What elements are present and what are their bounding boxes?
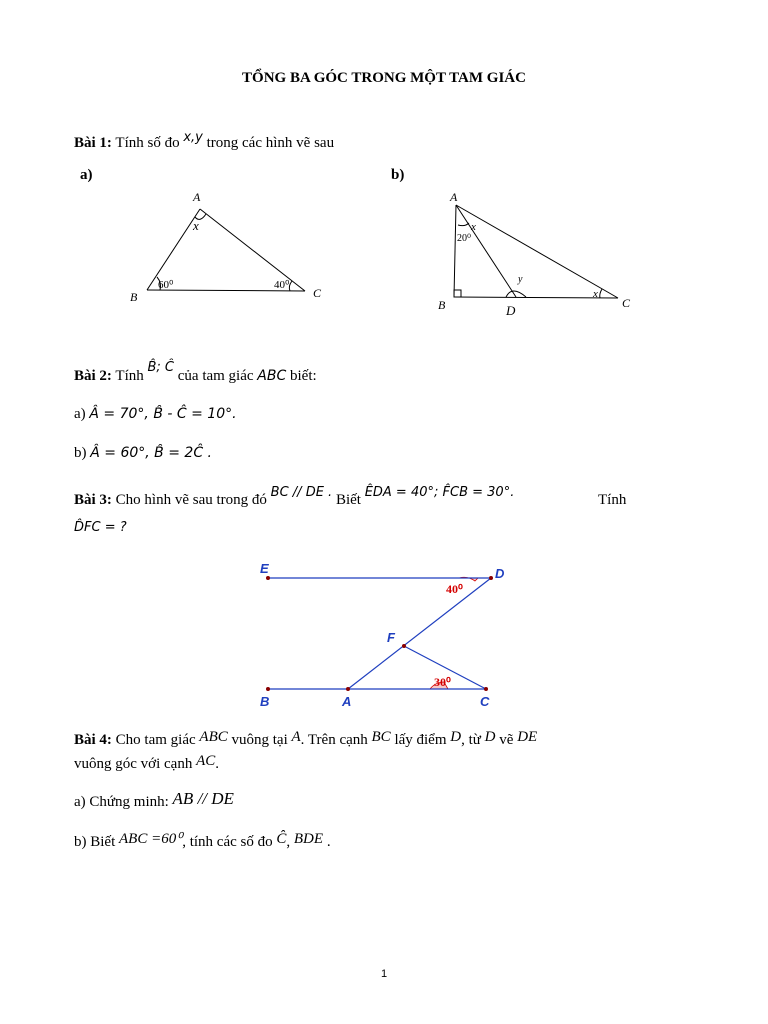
bai1-text-after: trong các hình vẽ sau — [202, 135, 335, 151]
bai3-parallel: BC // DE . — [270, 485, 333, 500]
bai4-label: Bài 4: — [74, 732, 112, 748]
bai2-triangle: ABC — [257, 368, 287, 384]
bai3-heading — [74, 485, 515, 509]
page-title: TỔNG BA GÓC TRONG MỘT TAM GIÁC — [242, 70, 526, 86]
bai1-text-before: Tính số đo — [111, 135, 184, 151]
bai2-text3: biết: — [286, 368, 317, 384]
fig1a-label-b: B — [130, 290, 138, 304]
bai4-line2-end: . — [215, 756, 219, 772]
bai4-a-expr: AB // DE — [172, 789, 234, 808]
fig1a-label-a: A — [193, 190, 201, 204]
bai1-part-a: a) — [80, 167, 93, 183]
fig1b-label-y: y — [518, 274, 523, 285]
bai4-b-prefix: b) Biết — [74, 834, 119, 850]
bai4-triangle: ABC — [199, 729, 228, 745]
fig3-label-b: B — [260, 694, 270, 709]
page-number: 1 — [380, 968, 388, 980]
fig1a-angle-b: 60⁰ — [158, 279, 174, 291]
bai1-label: Bài 1: — [74, 135, 112, 151]
bai4-text-c: . Trên cạnh — [300, 732, 372, 748]
bai2-part-b — [74, 445, 212, 462]
fig1a-angle-c: 40⁰ — [274, 279, 290, 291]
bai2-b-expr: Â = 60°, B̂ = 2Ĉ . — [90, 445, 212, 461]
bai4-part-b — [74, 832, 331, 851]
bai4-point-d2: D — [484, 729, 496, 745]
bai2-a-prefix: a) — [74, 406, 90, 422]
fig3-label-f: F — [387, 630, 395, 645]
bai4-text-e: , từ — [461, 732, 485, 748]
bai4-seg-de: DE — [517, 729, 538, 745]
fig1b-label-d: D — [506, 303, 516, 318]
fig1b-label-b: B — [438, 298, 446, 312]
bai3-text1: Cho hình vẽ sau trong đó — [111, 492, 271, 508]
fig3-label-c: C — [480, 694, 490, 709]
bai2-label: Bài 2: — [74, 368, 112, 384]
figure-3-parallel — [250, 555, 530, 715]
fig3-label-a: A — [342, 694, 352, 709]
fig3-label-e: E — [260, 561, 269, 576]
bai4-line2 — [74, 753, 219, 773]
bai2-part-a — [74, 406, 237, 423]
bai4-line1 — [74, 729, 538, 749]
bai4-b-mid: , tính các số đo — [182, 834, 277, 850]
bai1-part-b: b) — [391, 167, 405, 183]
bai3-given: ÊDA = 40°; F̂CB = 30°. — [364, 485, 515, 500]
bai2-angles: B̂; Ĉ — [147, 360, 174, 375]
bai4-side-ac: AC — [196, 753, 216, 769]
bai1-heading — [74, 130, 335, 152]
bai2-b-prefix: b) — [74, 445, 91, 461]
bai4-side-bc: BC — [371, 729, 391, 745]
bai3-text3: Tính — [598, 492, 627, 508]
fig3-label-d: D — [495, 566, 505, 581]
bai4-text-a: Cho tam giác — [111, 732, 200, 748]
fig3-angle-d: 40⁰ — [446, 582, 463, 596]
bai4-b-angle-bde: BDE — [293, 831, 324, 847]
bai3-text2: Biết — [332, 492, 365, 508]
bai4-line2-text: vuông góc với cạnh — [74, 756, 197, 772]
fig1a-label-c: C — [313, 286, 322, 300]
bai4-b-sep: , — [286, 834, 294, 850]
bai4-text-f: vẽ — [495, 732, 518, 748]
bai4-part-a — [74, 791, 234, 811]
bai4-text-b: vuông tại — [227, 732, 292, 748]
fig1b-label-c: C — [622, 296, 631, 310]
figure-1a-triangle — [120, 185, 340, 310]
bai2-a-expr: Â = 70°, B̂ - Ĉ = 10°. — [89, 406, 237, 422]
fig1b-label-x2: x — [593, 288, 598, 300]
bai2-text1: Tính — [111, 368, 148, 384]
fig1b-angle-20: 20⁰ — [457, 233, 472, 244]
bai2-heading — [74, 360, 317, 385]
bai4-b-given: ABC =60⁰ — [119, 831, 183, 847]
fig1a-label-x: x — [193, 218, 199, 233]
bai2-text2: của tam giác — [174, 368, 258, 384]
bai4-b-angle-c: Ĉ — [276, 831, 287, 847]
figure-1b-triangle — [430, 185, 650, 320]
bai3-label: Bài 3: — [74, 492, 112, 508]
bai4-text-d: lấy điểm — [390, 732, 451, 748]
fig1b-label-a: A — [450, 190, 458, 204]
bai4-b-end: . — [323, 834, 331, 850]
fig1b-label-x: x — [471, 221, 476, 233]
fig3-angle-c: 30⁰ — [434, 675, 451, 689]
bai4-point-a: A — [291, 729, 301, 745]
bai1-vars: x,y — [183, 130, 203, 145]
bai4-point-d: D — [450, 729, 462, 745]
bai4-a-prefix: a) Chứng minh: — [74, 794, 173, 810]
bai3-question: D̂FC = ? — [74, 520, 127, 535]
